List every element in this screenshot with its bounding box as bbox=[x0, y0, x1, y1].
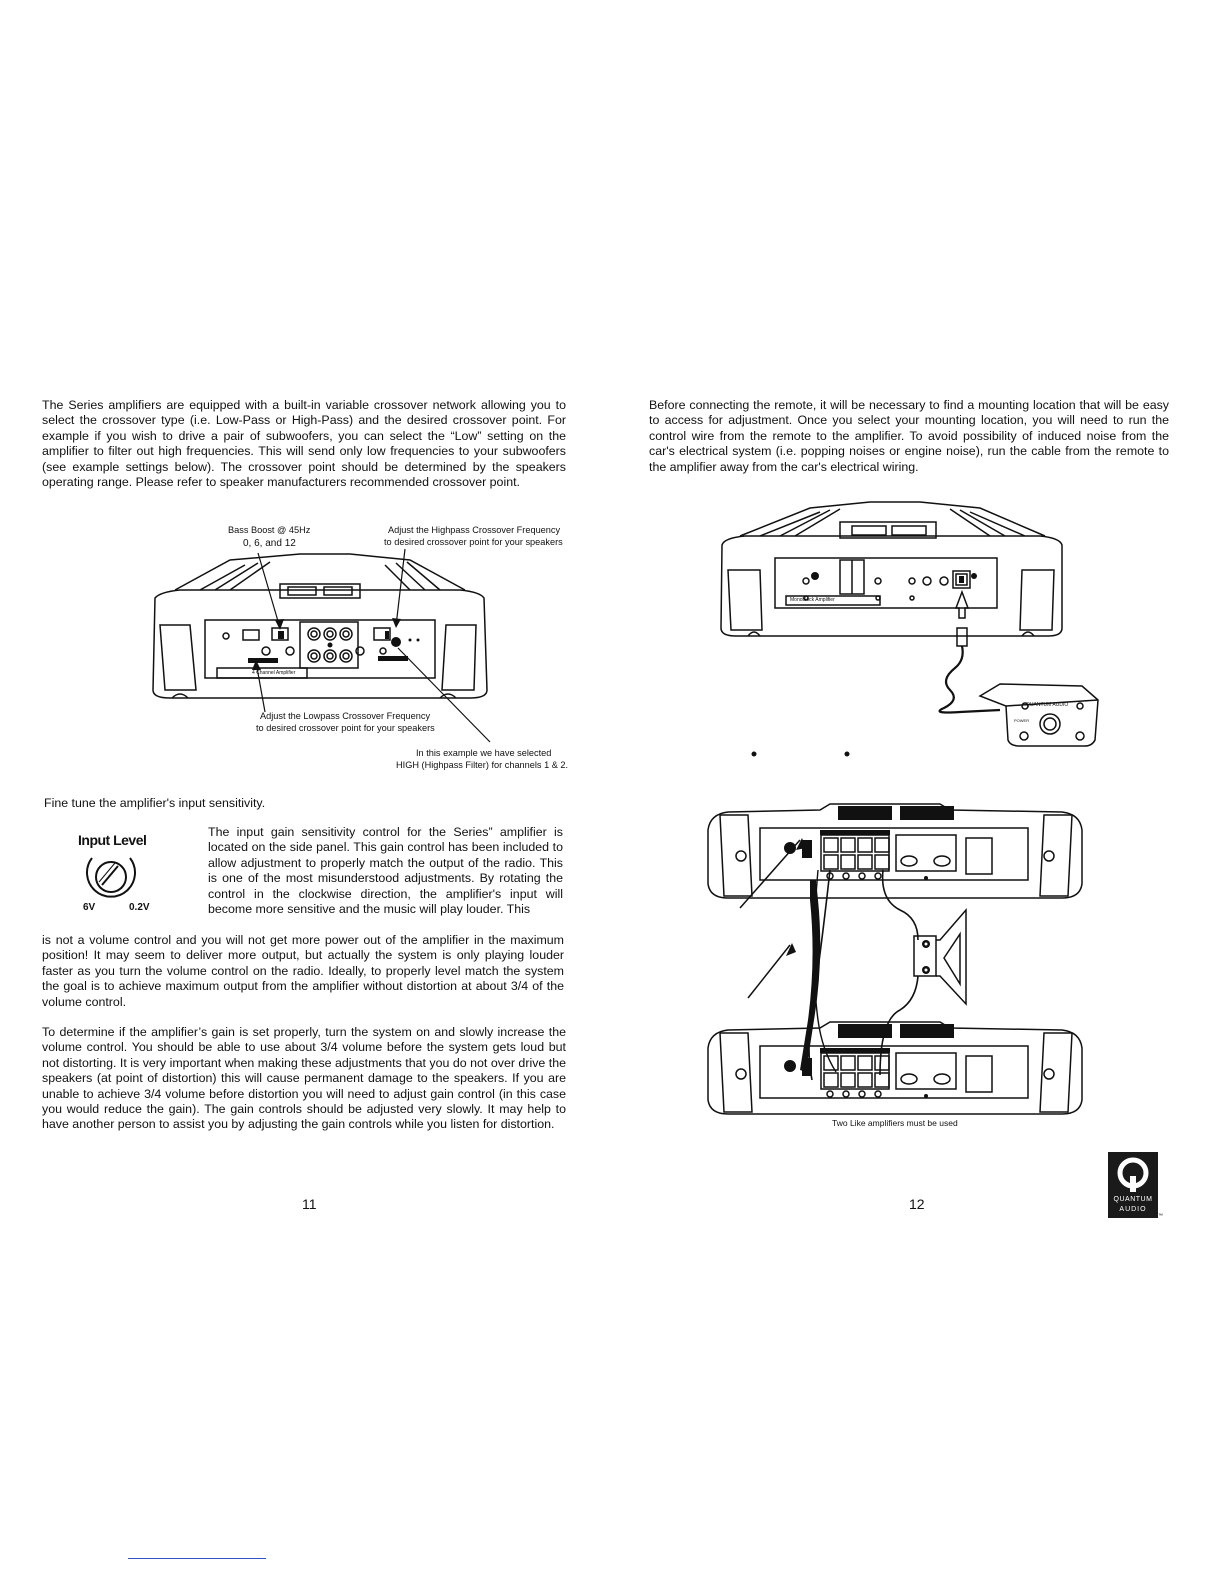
highpass-label-line2: to desired crossover point for your speakers bbox=[384, 537, 563, 547]
logo-line1: QUANTUM bbox=[1113, 1196, 1153, 1203]
four-channel-amp-label: 4 Channel Amplifier bbox=[252, 670, 296, 676]
bass-boost-values: 0, 6, and 12 bbox=[243, 538, 296, 549]
example-label-line1: In this example we have selected bbox=[416, 748, 552, 758]
highpass-label-line1: Adjust the Highpass Crossover Frequency bbox=[388, 525, 561, 535]
logo-line2: AUDIO bbox=[1119, 1206, 1147, 1213]
crossover-paragraph: The Series amplifiers are equipped with a built-in variable crossover network allowing you to select the crossover type (i.e. Low-Pass or High-Pass) and the desired crossover point. For example if you wish to drive a pair of subwoofers, you can select the “Low” setting on the amplifier to filter out high frequencies. This will send only low frequencies to your subwoofers (see example settings below). The crossover point should be determined by the speakers operating range. Please refer to speaker manufacturers recommended crossover point. bbox=[42, 398, 566, 490]
remote-paragraph: Before connecting the remote, it will be necessary to find a mounting location that will be easy to access for adjustment. Once you select your mounting location, you will need to run the control wire from the remote to the amplifier. To avoid possibility of induced noise from the car's electrical system (i.e. popping noises or engine noise), run the cable from the remote to the amplifier away from the car's electrical wiring. bbox=[649, 398, 1169, 474]
fine-tune-heading: Fine tune the amplifier's input sensitivity. bbox=[44, 796, 266, 810]
bass-boost-label: Bass Boost @ 45Hz bbox=[228, 525, 311, 535]
logo-trademark: ™ bbox=[1158, 1213, 1163, 1219]
gain-paragraph-full: is not a volume control and you will not get more power out of the amplifier in the maximum position! It may seem to deliver more output, but actually the system is only playing louder faster as you turn the volume control on the radio. Ideally, to properly level match the system the goal is to achieve maximum output from the amplifier without distortion at about 3/4 of the volume control. bbox=[42, 933, 564, 1009]
quantum-audio-logo bbox=[1108, 1152, 1158, 1218]
remote-brand-label: QUANTUM AUDIO bbox=[1026, 702, 1069, 708]
gain-paragraph-indented: The input gain sensitivity control for the Series” amplifier is located on the side panel. This gain control has been included to allow adjustment to properly match the output of the radio. This is one of the most misunderstood adjustments. By rotating the control in the clockwise direction, the amplifier's input will become more sensitive and the music will play louder. This bbox=[208, 825, 563, 917]
input-level-max: 0.2V bbox=[129, 902, 150, 913]
example-label-line2: HIGH (Highpass Filter) for channels 1 & 2. bbox=[396, 760, 569, 770]
page-number-right: 12 bbox=[909, 1196, 925, 1212]
footer-link-underline bbox=[128, 1558, 266, 1559]
page-number-left: 11 bbox=[302, 1196, 317, 1212]
input-level-title: Input Level bbox=[78, 832, 147, 848]
lowpass-label-line1: Adjust the Lowpass Crossover Frequency bbox=[260, 711, 431, 721]
determine-gain-paragraph: To determine if the amplifier’s gain is set properly, turn the system on and slowly increase the volume control. You should be able to use about 3/4 volume before the system gets loud but not distorting. It is very important when making these adjustments that you do not over drive the speakers (at point of distortion) this will cause permanent damage to the speakers. If you are unable to achieve 3/4 volume before distortion you will need to adjust gain control (in this case you would reduce the gain). The gain controls should be adjusted very slowly. It may help to have another person to assist you by adjusting the gain controls while you listen for distortion. bbox=[42, 1025, 566, 1132]
lowpass-label-line2: to desired crossover point for your speakers bbox=[256, 723, 435, 733]
bridge-caption: Two Like amplifiers must be used bbox=[832, 1118, 958, 1128]
input-level-min: 6V bbox=[83, 902, 96, 913]
remote-power-label: POWER bbox=[1014, 718, 1030, 723]
monoblock-amp-label: Monoblock Amplifier bbox=[790, 597, 835, 603]
